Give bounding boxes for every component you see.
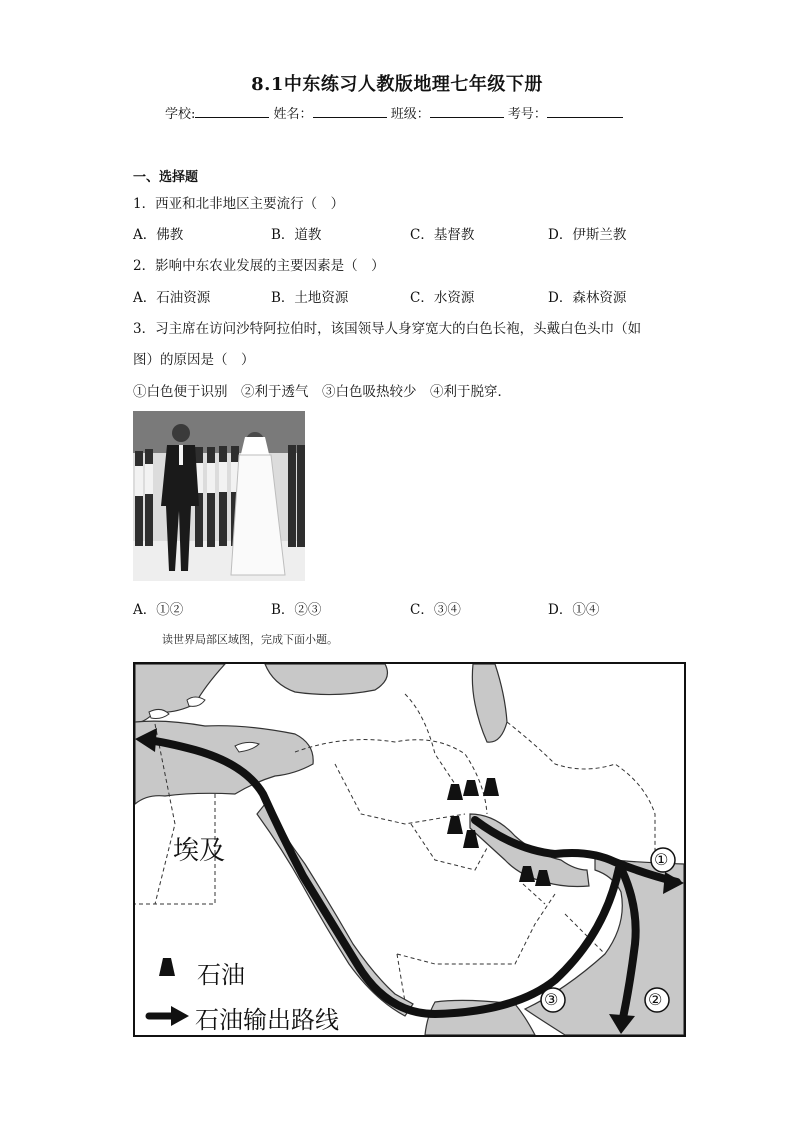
question-3-statements: ①白色便于识别 ②利于透气 ③白色吸热较少 ④利于脱穿． (133, 384, 511, 400)
legend-oil-icon (159, 958, 175, 976)
question-3-stem-line1: 3．习主席在访问沙特阿拉伯时，该国领导人身穿宽大的白色长袍，头戴白色头巾（如 (133, 321, 642, 337)
q3-option-a[interactable]: A．①② (133, 602, 184, 618)
caspian-sea (472, 664, 507, 742)
question-2-stem: 2．影响中东农业发展的主要因素是（ ） (133, 258, 385, 274)
q3-option-b[interactable]: B．②③ (271, 602, 322, 618)
school-blank[interactable] (195, 105, 269, 118)
egypt-label: 埃及 (173, 836, 226, 866)
q1-option-a[interactable]: A．佛教 (133, 227, 184, 243)
section-title: 一、选择题 (133, 170, 199, 185)
legend-route-label: 石油输出路线 (195, 1006, 339, 1034)
exam-no-label: 考号： (507, 107, 547, 122)
question-3-stem-line2: 图）的原因是（ ） (133, 352, 255, 368)
question-1-stem: 1．西亚和北非地区主要流行（ ） (133, 196, 345, 212)
q3-option-d[interactable]: D．①④ (548, 602, 600, 618)
q1-option-c[interactable]: C．基督教 (410, 227, 475, 243)
name-blank[interactable] (313, 105, 387, 118)
class-blank[interactable] (430, 105, 504, 118)
route-1-label: ① (654, 850, 669, 869)
border-iran-east (507, 722, 655, 864)
black-sea (265, 664, 387, 695)
name-label: 姓名： (273, 107, 313, 122)
small-island (187, 697, 205, 706)
border-syria-iraq (335, 764, 465, 824)
leaders-photo-illustration (133, 411, 305, 581)
q2-option-d[interactable]: D．森林资源 (548, 290, 627, 306)
q2-option-a[interactable]: A．石油资源 (133, 290, 211, 306)
class-label: 班级： (390, 107, 430, 122)
page-title: 8.1中东练习人教版地理七年级下册 (251, 74, 543, 95)
route-2-label: ② (648, 990, 663, 1009)
legend-oil-label: 石油 (197, 961, 245, 989)
q2-option-c[interactable]: C．水资源 (410, 290, 475, 306)
student-info-line (165, 103, 623, 122)
oil-icon (447, 784, 463, 800)
q3-option-c[interactable]: C．③④ (410, 602, 461, 618)
border-caucasus (405, 694, 455, 784)
border-yemen-west (397, 954, 405, 1002)
map-instruction: 读世界局部区域图，完成下面小题。 (162, 633, 338, 646)
middle-east-oil-map (133, 662, 686, 1037)
oil-icon (463, 780, 479, 796)
oil-icon (483, 778, 499, 796)
legend-route-arrow (149, 1006, 189, 1026)
q2-option-b[interactable]: B．土地资源 (271, 290, 349, 306)
border-turkey-syria (295, 740, 487, 814)
leaders-photo (133, 411, 305, 581)
sea-northwest (135, 664, 225, 722)
route-3-label: ③ (544, 990, 559, 1009)
school-label: 学校: (165, 107, 196, 122)
border-uae (523, 884, 545, 904)
q1-option-d[interactable]: D．伊斯兰教 (548, 227, 627, 243)
exam-no-blank[interactable] (547, 105, 623, 118)
q1-option-b[interactable]: B．道教 (271, 227, 322, 243)
oil-icon (447, 816, 463, 834)
border-yemen (397, 894, 555, 964)
